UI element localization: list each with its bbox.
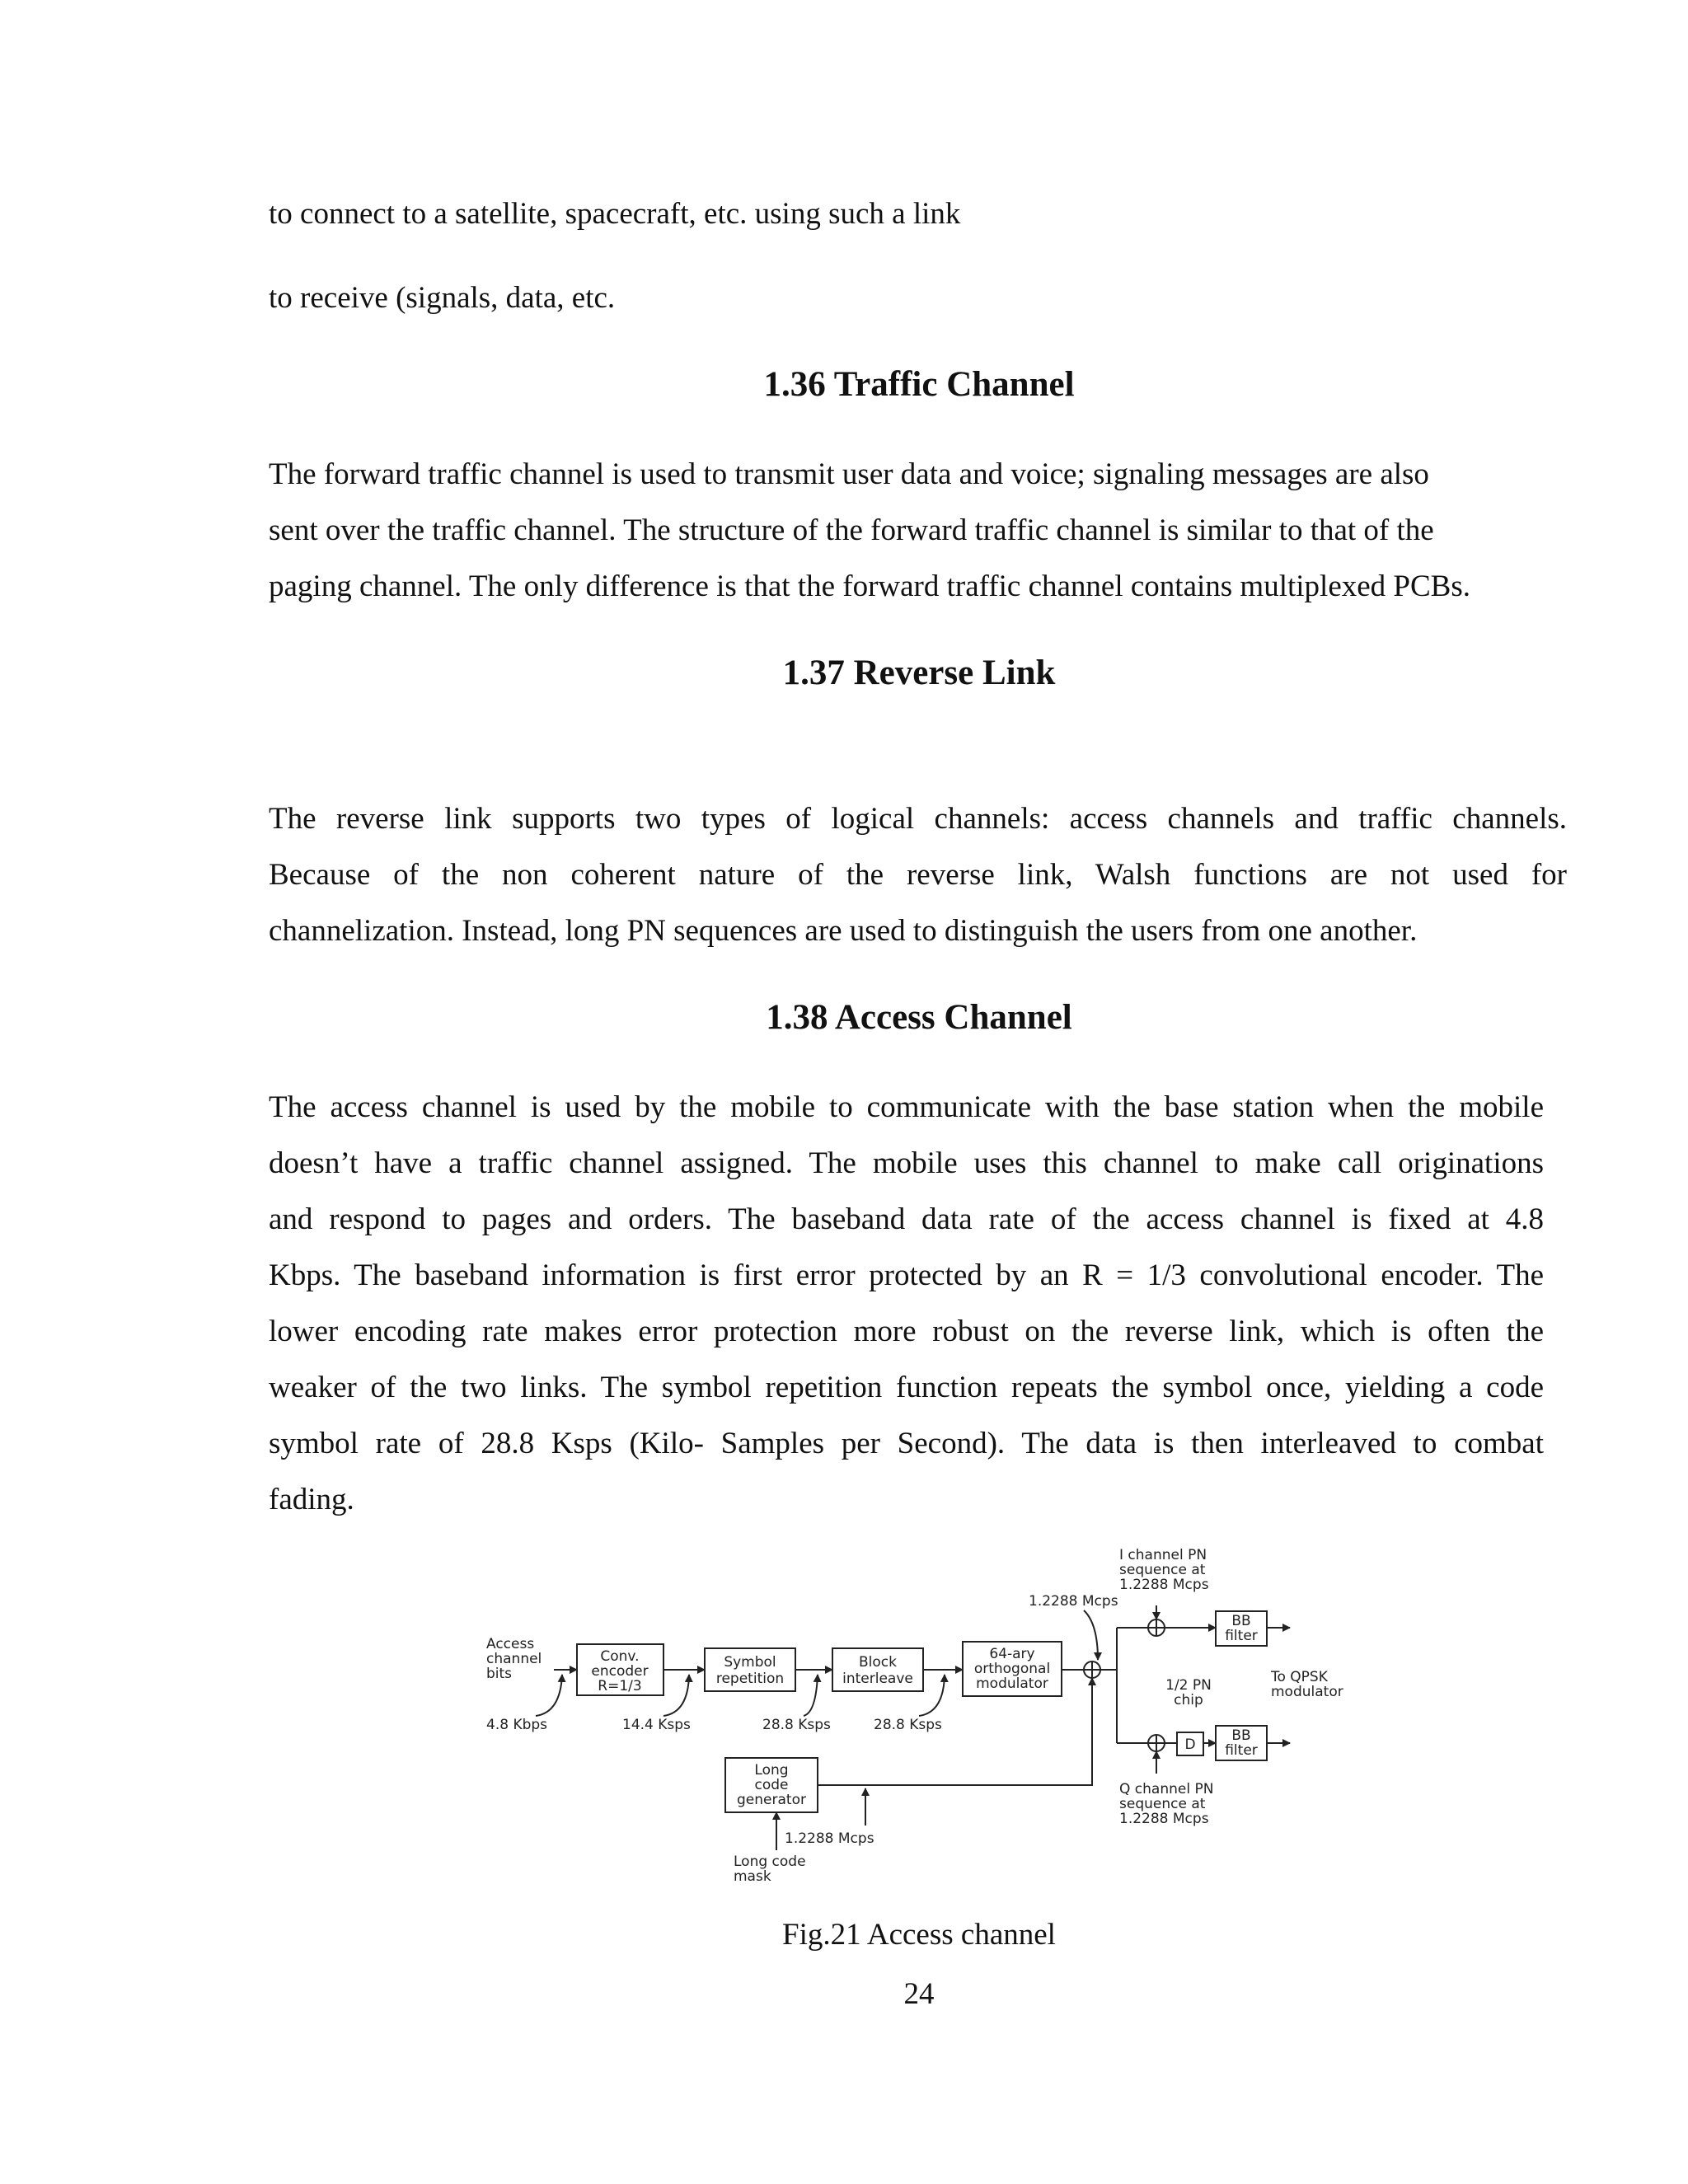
conv-encoder-label-1: Conv. bbox=[600, 1648, 640, 1665]
i-channel-label-2: sequence at bbox=[1119, 1562, 1206, 1578]
bb-filter-q-label-2: filter bbox=[1225, 1742, 1258, 1759]
long-code-mask-label-2: mask bbox=[734, 1868, 771, 1885]
figure-caption: Fig.21 Access channel bbox=[782, 1918, 1056, 1952]
long-code-label-1: Long bbox=[754, 1762, 789, 1779]
half-chip-label-1: 1/2 PN bbox=[1165, 1677, 1212, 1694]
input-label-line-1: Access bbox=[486, 1636, 535, 1652]
long-code-mask-label-1: Long code bbox=[734, 1854, 806, 1870]
bb-filter-i-label-1: BB bbox=[1231, 1613, 1251, 1629]
long-code-label-2: code bbox=[754, 1777, 789, 1793]
symbol-repetition-label-1: Symbol bbox=[724, 1654, 776, 1671]
conv-encoder-label-3: R=1/3 bbox=[598, 1678, 642, 1694]
access-line-2: doesn’t have a traffic channel assigned. The mobile uses this channel to make call originations bbox=[269, 1146, 1544, 1180]
access-line-7: symbol rate of 28.8 Ksps (Kilo- Samples per Second). The data is then interleaved to combat bbox=[269, 1427, 1544, 1460]
access-line-3: and respond to pages and orders. The baseband data rate of the access channel is fixed at 4.8 bbox=[269, 1202, 1544, 1236]
rate-28-8-ksps-2: 28.8 Ksps bbox=[874, 1717, 942, 1733]
output-label-1: To QPSK bbox=[1271, 1669, 1328, 1685]
traffic-line-2: sent over the traffic channel. The structure of the forward traffic channel is similar to that of the bbox=[269, 513, 1434, 547]
i-channel-label-3: 1.2288 Mcps bbox=[1119, 1577, 1209, 1593]
symbol-repetition-label-2: repetition bbox=[715, 1671, 785, 1687]
access-line-4: Kbps. The baseband information is first error protected by an R = 1/3 convolutional encoder. The bbox=[269, 1258, 1544, 1292]
rate-14-4-ksps: 14.4 Ksps bbox=[622, 1717, 691, 1733]
access-line-6: weaker of the two links. The symbol repetition function repeats the symbol once, yielding a code bbox=[269, 1371, 1544, 1404]
rate-1-2288-mcps-bottom: 1.2288 Mcps bbox=[785, 1830, 874, 1847]
access-line-1: The access channel is used by the mobile to communicate with the base station when the mobile bbox=[269, 1090, 1544, 1124]
output-label-2: modulator bbox=[1271, 1684, 1343, 1700]
page-number: 24 bbox=[903, 1977, 935, 2011]
input-label-line-3: bits bbox=[486, 1666, 513, 1682]
rate-28-8-ksps-1: 28.8 Ksps bbox=[762, 1717, 831, 1733]
bb-filter-i-label-2: filter bbox=[1225, 1628, 1258, 1644]
long-code-label-3: generator bbox=[737, 1792, 806, 1808]
half-chip-label-2: chip bbox=[1174, 1692, 1203, 1708]
delay-label: D bbox=[1184, 1736, 1196, 1753]
bb-filter-q-label-1: BB bbox=[1231, 1727, 1251, 1744]
heading-reverse-link: 1.37 Reverse Link bbox=[782, 654, 1056, 692]
modulator-label-3: modulator bbox=[976, 1675, 1048, 1692]
i-channel-label-1: I channel PN bbox=[1119, 1547, 1207, 1563]
reverse-line-2: Because of the non coherent nature of the reverse link, Walsh functions are not used for bbox=[269, 858, 1567, 892]
access-channel-diagram bbox=[478, 1541, 1368, 1896]
heading-traffic-channel: 1.36 Traffic Channel bbox=[763, 365, 1075, 404]
modulator-label-1: 64-ary bbox=[989, 1646, 1035, 1662]
rate-1-2288-mcps-top: 1.2288 Mcps bbox=[1029, 1593, 1118, 1610]
q-channel-label-2: sequence at bbox=[1119, 1796, 1206, 1812]
access-line-5: lower encoding rate makes error protection more robust on the reverse link, which is often the bbox=[269, 1315, 1544, 1348]
block-interleave-label-2: interleave bbox=[842, 1671, 913, 1687]
conv-encoder-label-2: encoder bbox=[591, 1663, 649, 1680]
rate-4-8-kbps: 4.8 Kbps bbox=[486, 1717, 548, 1733]
q-channel-label-1: Q channel PN bbox=[1119, 1781, 1214, 1797]
traffic-line-3: paging channel. The only difference is that the forward traffic channel contains multiplexed PCBs. bbox=[269, 569, 1470, 603]
reverse-line-3: channelization. Instead, long PN sequences are used to distinguish the users from one another. bbox=[269, 914, 1418, 948]
access-line-8: fading. bbox=[269, 1483, 354, 1516]
q-channel-label-3: 1.2288 Mcps bbox=[1119, 1811, 1209, 1827]
input-label-line-2: channel bbox=[486, 1651, 542, 1667]
block-interleave-label-1: Block bbox=[859, 1654, 897, 1671]
intro-line-2: to receive (signals, data, etc. bbox=[269, 281, 616, 315]
heading-access-channel: 1.38 Access Channel bbox=[766, 998, 1072, 1037]
traffic-line-1: The forward traffic channel is used to transmit user data and voice; signaling messages are also bbox=[269, 457, 1429, 491]
intro-line-1: to connect to a satellite, spacecraft, etc. using such a link bbox=[269, 197, 961, 231]
modulator-label-2: orthogonal bbox=[973, 1661, 1051, 1677]
reverse-line-1: The reverse link supports two types of logical channels: access channels and traffic channels. bbox=[269, 802, 1567, 836]
